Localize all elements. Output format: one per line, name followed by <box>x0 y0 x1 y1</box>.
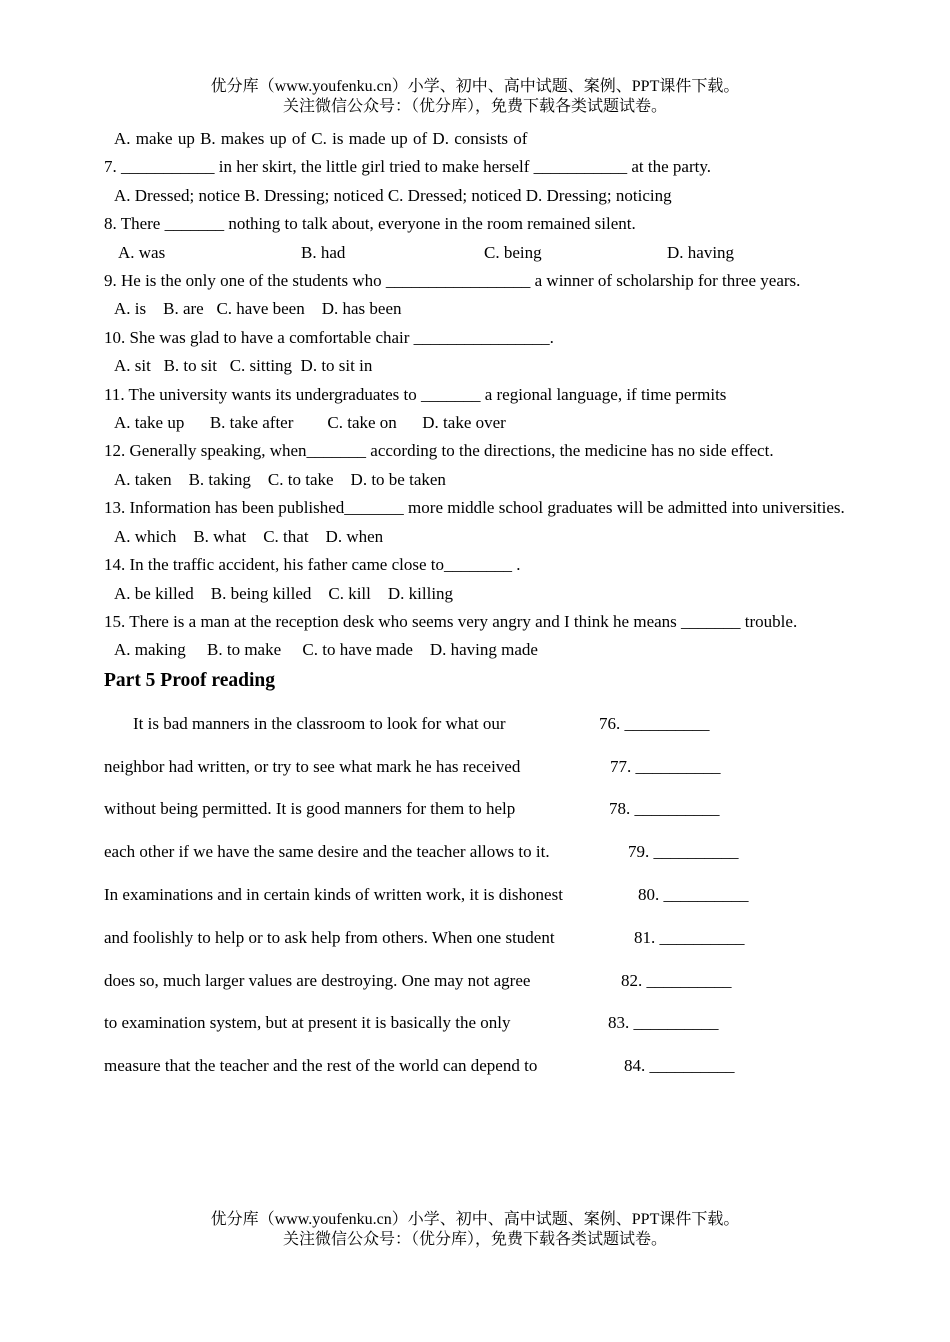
answer-blank-84[interactable]: 84. __________ <box>624 1056 735 1076</box>
proof-line-83 <box>104 1002 846 1045</box>
q13-options: A. which B. what C. that D. when <box>114 526 384 546</box>
proof-text: does so, much larger values are destroying. One may not agree <box>104 970 531 990</box>
q15-stem: 15. There is a man at the reception desk who seems very angry and I think he means _______ trouble. <box>104 611 798 631</box>
header-line-2: 关注微信公众号：（优分库），免费下载各类试题试卷。 <box>282 98 667 115</box>
exam-content <box>104 125 846 1088</box>
answer-blank-79[interactable]: 79. __________ <box>628 842 739 862</box>
answer-blank-80[interactable]: 80. __________ <box>638 884 749 904</box>
proof-text: without being permitted. It is good manners for them to help <box>104 799 516 819</box>
q7-stem: 7. ___________ in her skirt, the little girl tried to make herself ___________ at the party. <box>104 157 711 177</box>
proof-line-79 <box>104 831 846 874</box>
q8-option-a: A. was <box>118 242 166 262</box>
q10-options: A. sit B. to sit C. sitting D. to sit in <box>114 356 373 376</box>
proof-reading-passage <box>104 703 846 1088</box>
footer-line-1: 优分库（www.youfenku.cn）小学、初中、高中试题、案例、PPT课件下载。 <box>210 1211 740 1228</box>
q8-option-c: C. being <box>484 242 542 262</box>
footer-line-2: 关注微信公众号：（优分库），免费下载各类试题试卷。 <box>282 1231 667 1248</box>
answer-blank-82[interactable]: 82. __________ <box>621 970 732 990</box>
q6-options: A. make up B. makes up of C. is made up of D. consists of <box>114 129 528 148</box>
q12-options: A. taken B. taking C. to take D. to be taken <box>114 469 446 489</box>
proof-text: neighbor had written, or try to see what mark he has received <box>104 756 521 776</box>
page-footer <box>0 1210 950 1250</box>
proof-line-82 <box>104 960 846 1003</box>
q14-stem: 14. In the traffic accident, his father came close to________ . <box>104 555 521 575</box>
q10-stem: 10. She was glad to have a comfortable chair ________________. <box>104 327 554 347</box>
proof-line-84 <box>104 1045 846 1088</box>
q8-option-d: D. having <box>667 242 735 262</box>
proof-line-80 <box>104 874 846 917</box>
answer-blank-81[interactable]: 81. __________ <box>634 927 745 947</box>
answer-blank-78[interactable]: 78. __________ <box>609 799 720 819</box>
q8-options <box>104 239 846 267</box>
proof-line-77 <box>104 746 846 789</box>
proof-line-81 <box>104 917 846 960</box>
proof-text: and foolishly to help or to ask help from others. When one student <box>104 927 555 947</box>
q8-stem: 8. There _______ nothing to talk about, everyone in the room remained silent. <box>104 214 636 234</box>
proof-text: It is bad manners in the classroom to look for what our <box>133 713 506 733</box>
q7-options: A. Dressed; notice B. Dressing; noticed C. Dressed; noticed D. Dressing; noticing <box>114 185 672 205</box>
q8-option-b: B. had <box>301 242 346 262</box>
proof-text: each other if we have the same desire and the teacher allows to it. <box>104 842 550 862</box>
proof-text: to examination system, but at present it is basically the only <box>104 1013 511 1033</box>
q13-stem: 13. Information has been published_______ more middle school graduates will be admitted into universities. <box>104 498 845 518</box>
q14-options: A. be killed B. being killed C. kill D. killing <box>114 583 454 603</box>
q11-stem: 11. The university wants its undergraduates to _______ a regional language, if time permits <box>104 384 727 404</box>
page-header <box>0 77 950 117</box>
q9-stem: 9. He is the only one of the students who _________________ a winner of scholarship for three years. <box>104 271 801 291</box>
q15-options: A. making B. to make C. to have made D. having made <box>114 640 538 660</box>
proof-text: measure that the teacher and the rest of the world can depend to <box>104 1056 538 1076</box>
proof-line-76 <box>104 703 846 746</box>
header-line-1: 优分库（www.youfenku.cn）小学、初中、高中试题、案例、PPT课件下载。 <box>210 78 740 95</box>
q11-options: A. take up B. take after C. take on D. take over <box>114 413 506 433</box>
q9-options: A. is B. are C. have been D. has been <box>114 299 402 319</box>
proof-text: In examinations and in certain kinds of written work, it is dishonest <box>104 884 563 904</box>
answer-blank-77[interactable]: 77. __________ <box>610 756 721 776</box>
answer-blank-76[interactable]: 76. __________ <box>599 713 710 733</box>
part5-title: Part 5 Proof reading <box>104 669 275 691</box>
q12-stem: 12. Generally speaking, when_______ according to the directions, the medicine has no side effect. <box>104 441 774 461</box>
proof-line-78 <box>104 788 846 831</box>
answer-blank-83[interactable]: 83. __________ <box>608 1013 719 1033</box>
